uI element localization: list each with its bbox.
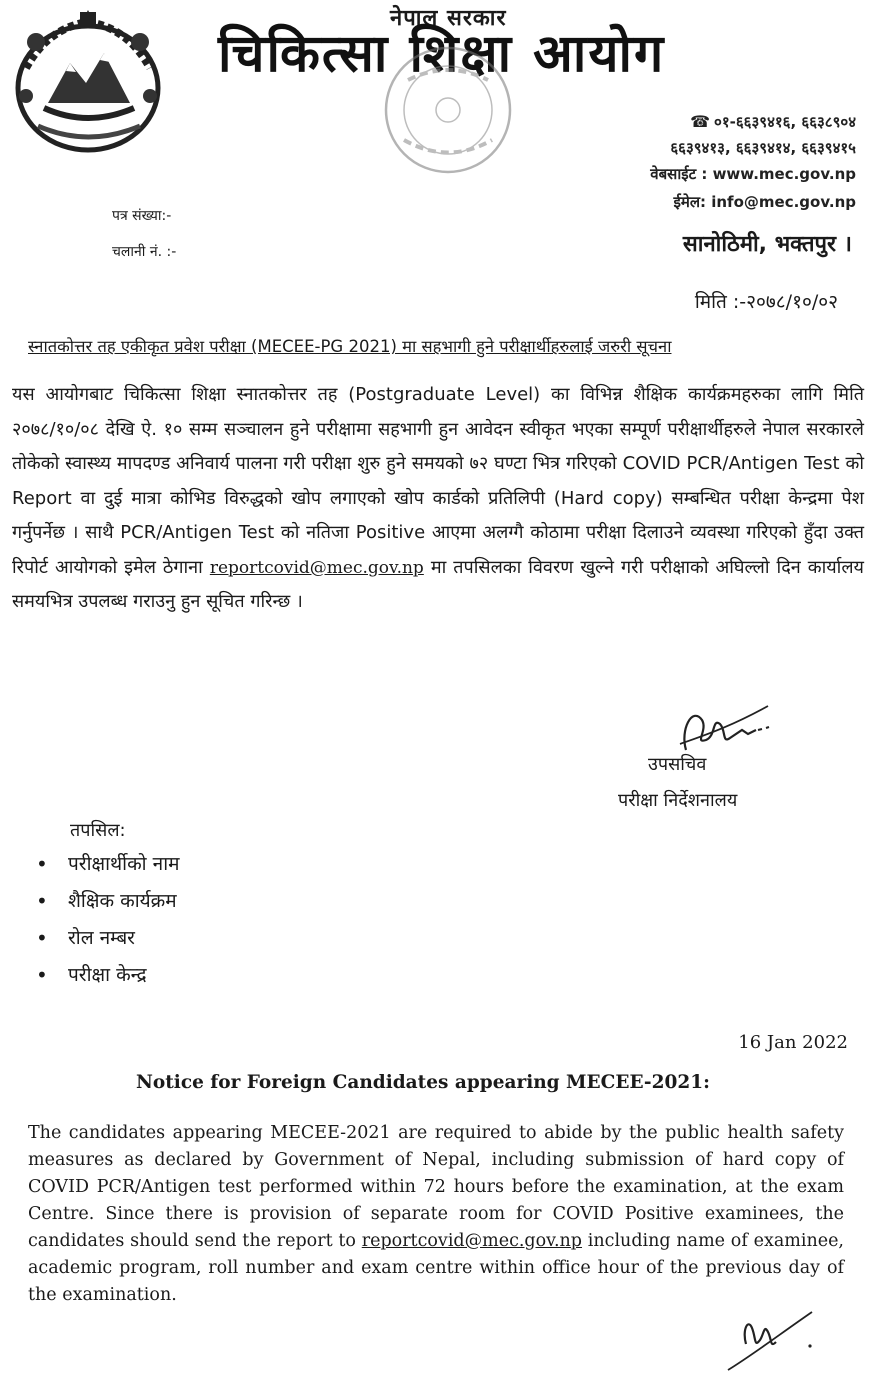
- commission-name: चिकित्सा शिक्षा आयोग: [218, 24, 666, 84]
- signature-icon: [672, 700, 782, 760]
- english-date: 16 Jan 2022: [738, 1032, 848, 1053]
- english-notice-body: [28, 1120, 844, 1309]
- list-item: • रोल नम्बर: [36, 922, 179, 959]
- english-body-text-2: including name of examinee, academic program, roll number and exam centre within office hour of the previous day of the examination.: [28, 1231, 844, 1305]
- report-email-link-np[interactable]: reportcovid@mec.gov.np: [209, 557, 424, 578]
- nepali-date: मिति :-२०७८/१०/०२: [694, 291, 838, 313]
- english-notice-title: Notice for Foreign Candidates appearing MECEE-2021:: [136, 1072, 710, 1093]
- government-name: नेपाल सरकार: [390, 6, 507, 31]
- phone-icon: ☎: [690, 112, 711, 131]
- phone-numbers-2: ६६३९४१३, ६६३९४१४, ६६३९४१५: [670, 139, 856, 157]
- nepali-body-text-2: मा तपसिलका विवरण खुल्ने गरी परीक्षाको अघिल्लो दिन कार्यालय समयभित्र उपलब्ध गराउनु हुन सूचित गरिन्छ ।: [12, 556, 864, 612]
- nepal-emblem-icon: [8, 8, 168, 156]
- list-item: • शैक्षिक कार्यक्रम: [36, 885, 179, 922]
- letter-number-label: पत्र संख्या:-: [112, 208, 172, 224]
- details-list: [36, 848, 179, 996]
- dispatch-number-label: चलानी नं. :-: [112, 244, 177, 260]
- phone-numbers-1: [690, 112, 856, 132]
- english-body-text-1: The candidates appearing MECEE-2021 are required to abide by the public health safety measures as declared by Government of Nepal, including submission of hard copy of COVID PCR/Antigen test performed within 72 hours before the examination, at the exam Centre. Since there is provision of separate room for COVID Positive examinees, the candidates should send the report to: [28, 1123, 844, 1251]
- email[interactable]: ईमेल: info@mec.gov.np: [673, 193, 856, 211]
- signatory-office: परीक्षा निर्देशनालय: [618, 790, 738, 811]
- phone-line-1: ०१-६६३९४१६, ६६३८९०४: [714, 113, 856, 131]
- nepali-body-text-1: यस आयोगबाट चिकित्सा शिक्षा स्नातकोत्तर तह (Postgraduate Level) का विभिन्न शैक्षिक कार्यक्रमहरुका लागि मिति २०७८/१०/०८ देखि ऐ. १० सम्म सञ्चालन हुने परीक्षामा सहभागी हुन आवेदन स्वीकृत भएका सम्पूर्ण परीक्षार्थीहरुले नेपाल सरकारले तोकेको स्वास्थ्य मापदण्ड अनिवार्य पालना गरी परीक्षा शुरु हुने समयको ७२ घण्टा भित्र गरिएको COVID PCR/Antigen Test को Report वा दुई मात्रा कोभिड विरुद्धको खोप लगाएको खोप कार्डको प्रतिलिपी (Hard copy) सम्बन्धित परीक्षा केन्द्रमा पेश गर्नुपर्नेछ । साथै PCR/Antigen Test को नतिजा Positive आएमा अलग्गै कोठामा परीक्षा दिलाउने व्यवस्था गरिएको हुँदा उक्त रिपोर्ट आयोगको इमेल ठेगाना: [12, 384, 864, 578]
- office-stamp-icon: [368, 40, 528, 180]
- list-item: • परीक्षार्थीको नाम: [36, 848, 179, 885]
- office-location: सानोठिमी, भक्तपुर ।: [682, 232, 852, 257]
- signature-icon: [724, 1304, 820, 1374]
- report-email-link-en[interactable]: reportcovid@mec.gov.np: [361, 1231, 583, 1251]
- nepali-notice-title: स्नातकोत्तर तह एकीकृत प्रवेश परीक्षा (MECEE-PG 2021) मा सहभागी हुने परीक्षार्थीहरुलाई जरुरी सूचना: [28, 337, 672, 356]
- nepali-notice-body: [12, 378, 864, 620]
- signatory-role: उपसचिव: [648, 754, 707, 775]
- list-item: • परीक्षा केन्द्र: [36, 959, 179, 996]
- details-heading: तपसिल:: [70, 820, 126, 841]
- website[interactable]: वेबसाईट : www.mec.gov.np: [650, 165, 856, 183]
